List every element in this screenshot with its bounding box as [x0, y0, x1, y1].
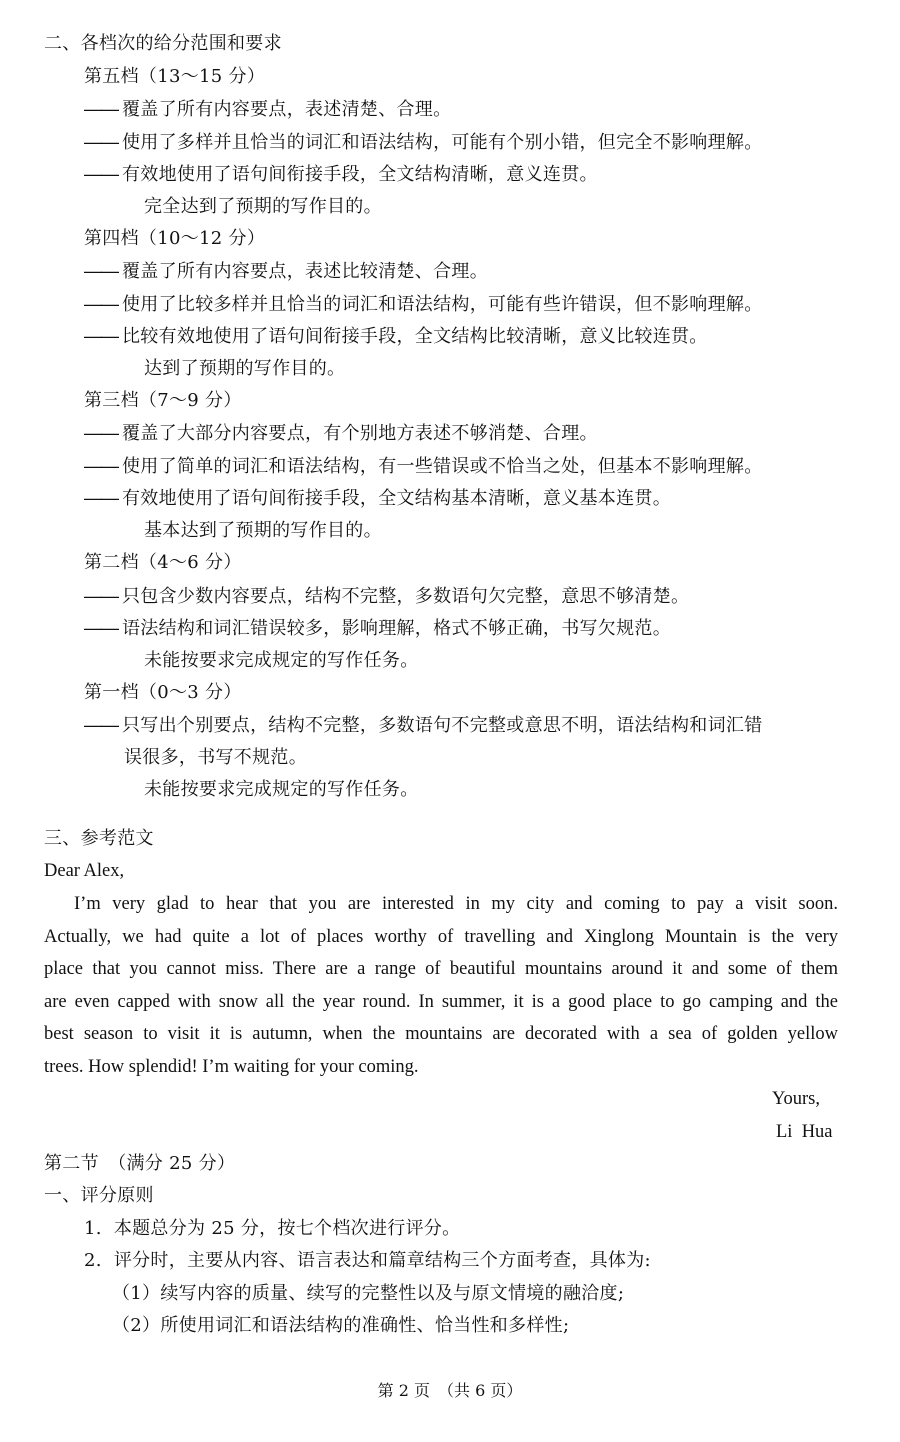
dash-mark: —— [84, 423, 118, 443]
dash-mark: —— [84, 326, 118, 346]
grade-item [84, 421, 598, 446]
dash-mark: —— [84, 456, 118, 476]
essay-line: place that you cannot miss. There are a range of beautiful mountains around it and some of them [44, 959, 838, 979]
grade-summary: 达到了预期的写作目的。 [144, 358, 346, 379]
grade-item-continuation: 误很多，书写不规范。 [124, 747, 307, 768]
letter-signature: Li Hua [776, 1122, 833, 1142]
rule-subitem: （2）所使用词汇和语法结构的准确性、恰当性和多样性; [112, 1315, 570, 1336]
grade-item [84, 713, 763, 738]
grade-item [84, 130, 763, 155]
grade-title: 第五档（13～15 分） [84, 66, 266, 87]
grade-item-text: 覆盖了所有内容要点，表述比较清楚、合理。 [122, 261, 488, 282]
part-heading: 第二节 （满分 25 分） [44, 1153, 236, 1174]
grade-item [84, 259, 488, 284]
grade-item-text: 覆盖了大部分内容要点，有个别地方表述不够消楚、合理。 [122, 423, 598, 444]
grade-item [84, 324, 708, 349]
grade-item [84, 616, 671, 641]
dash-mark: —— [84, 261, 118, 281]
grade-item-text: 只写出个别要点，结构不完整，多数语句不完整或意思不明，语法结构和词汇错 [122, 715, 763, 736]
grade-title: 第二档（4～6 分） [84, 552, 242, 573]
principles-heading: 一、评分原则 [44, 1185, 154, 1206]
grade-item-text: 使用了多样并且恰当的词汇和语法结构，可能有个别小错，但完全不影响理解。 [122, 132, 763, 153]
grade-title: 第一档（0～3 分） [84, 682, 242, 703]
section-heading: 二、各档次的给分范围和要求 [44, 33, 282, 54]
grade-item [84, 97, 451, 122]
dash-mark: —— [84, 99, 118, 119]
essay-line: trees. How splendid! I’m waiting for your coming. [44, 1057, 419, 1077]
dash-mark: —— [84, 715, 118, 735]
rule-item: 2. 评分时，主要从内容、语言表达和篇章结构三个方面考查，具体为: [84, 1250, 651, 1271]
grade-summary: 未能按要求完成规定的写作任务。 [144, 650, 419, 671]
page-number: 第 2 页 （共 6 页） [377, 1381, 523, 1400]
dash-mark: —— [84, 586, 118, 606]
grade-item-text: 有效地使用了语句间衔接手段，全文结构基本清晰，意义基本连贯。 [122, 488, 671, 509]
grade-summary: 完全达到了预期的写作目的。 [144, 196, 382, 217]
grade-item [84, 454, 763, 479]
dash-mark: —— [84, 618, 118, 638]
grade-item-text: 比较有效地使用了语句间衔接手段，全文结构比较清晰，意义比较连贯。 [122, 326, 708, 347]
grade-item-text: 有效地使用了语句间衔接手段，全文结构清晰，意义连贯。 [122, 164, 598, 185]
grade-title: 第四档（10～12 分） [84, 228, 266, 249]
rule-subitem: （1）续写内容的质量、续写的完整性以及与原文情境的融洽度; [112, 1283, 625, 1304]
essay-line: best season to visit it is autumn, when the mountains are decorated with a sea of golden yellow [44, 1024, 838, 1044]
dash-mark: —— [84, 294, 118, 314]
essay-line: I’m very glad to hear that you are interested in my city and coming to pay a visit soon. [74, 894, 838, 914]
grade-item-text: 使用了简单的词汇和语法结构，有一些错误或不恰当之处，但基本不影响理解。 [122, 456, 763, 477]
dash-mark: —— [84, 164, 118, 184]
grade-item-text: 使用了比较多样并且恰当的词汇和语法结构，可能有些许错误，但不影响理解。 [122, 294, 763, 315]
essay-line: are even capped with snow all the year round. In summer, it is a good place to go camping and the [44, 992, 838, 1012]
grade-summary: 基本达到了预期的写作目的。 [144, 520, 382, 541]
grade-summary: 未能按要求完成规定的写作任务。 [144, 779, 419, 800]
grade-item-text: 语法结构和词汇错误较多，影响理解，格式不够正确，书写欠规范。 [122, 618, 671, 639]
letter-closing: Yours, [772, 1089, 820, 1109]
grade-item-text: 只包含少数内容要点，结构不完整，多数语句欠完整，意思不够清楚。 [122, 586, 690, 607]
essay-line: Actually, we had quite a lot of places worthy of travelling and Xinglong Mountain is the very [44, 927, 838, 947]
grade-item [84, 584, 689, 609]
grade-item-text: 覆盖了所有内容要点，表述清楚、合理。 [122, 99, 452, 120]
grade-title: 第三档（7～9 分） [84, 390, 242, 411]
salutation: Dear Alex, [44, 861, 125, 881]
grade-item [84, 162, 598, 187]
grade-item [84, 486, 671, 511]
grade-item [84, 292, 763, 317]
dash-mark: —— [84, 132, 118, 152]
rule-item: 1. 本题总分为 25 分，按七个档次进行评分。 [84, 1218, 461, 1239]
section-heading: 三、参考范文 [44, 828, 154, 849]
dash-mark: —— [84, 488, 118, 508]
